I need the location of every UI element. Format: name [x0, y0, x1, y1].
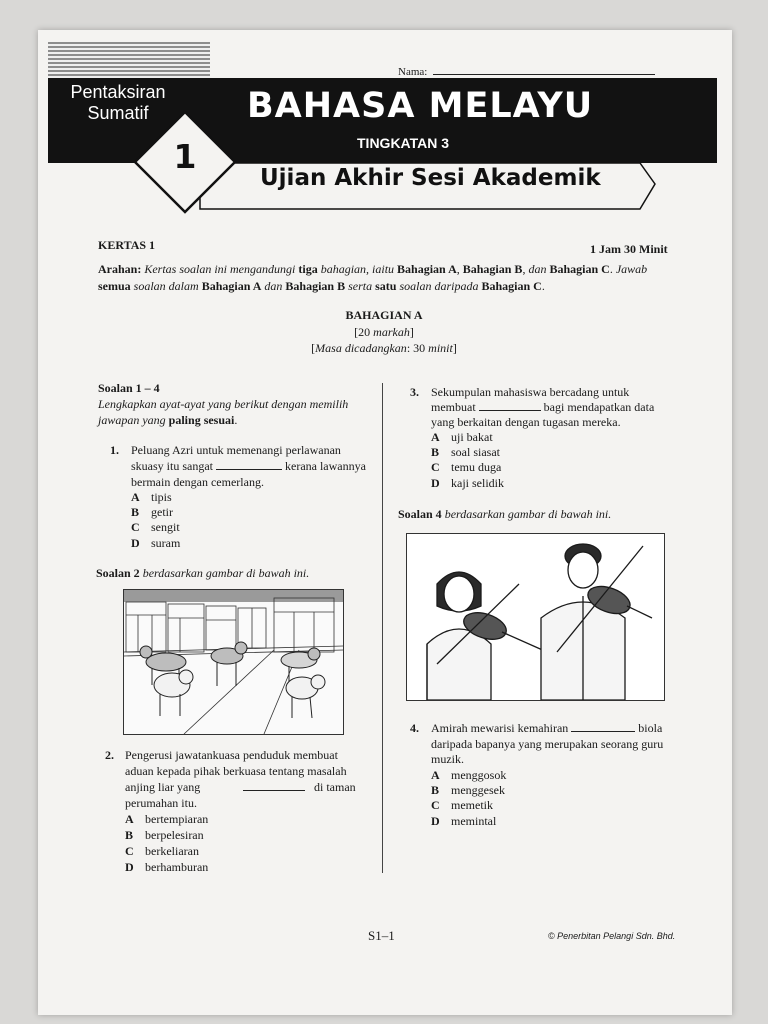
- kertas-label: KERTAS 1: [98, 238, 156, 252]
- soalan4-caption: Soalan 4 berdasarkan gambar di bawah ini.: [398, 507, 612, 521]
- q3-number: 3.: [410, 385, 419, 399]
- q2-blank: [243, 781, 305, 791]
- q3-blank: [479, 401, 541, 411]
- q1-option-c[interactable]: C sengit: [131, 520, 180, 534]
- q2-option-b[interactable]: B berpelesiran: [125, 828, 204, 842]
- instruction-line-2: jawapan yang paling sesuai.: [98, 413, 238, 427]
- q4-option-a[interactable]: A menggosok: [431, 768, 507, 782]
- q4-option-b[interactable]: B menggesek: [431, 783, 505, 797]
- subject-title: BAHASA MELAYU: [247, 86, 594, 126]
- q2-line-3: anjing liar yang: [125, 780, 201, 794]
- q1-line-2: skuasy itu sangat kerana lawannya: [131, 459, 366, 473]
- q2-line-1: Pengerusi jawatankuasa penduduk membuat: [125, 748, 338, 762]
- arahan-line-2: semua soalan dalam Bahagian A dan Bahagian B serta satu soalan daripada Bahagian C.: [98, 279, 545, 293]
- page-number: S1–1: [368, 928, 395, 943]
- q3-line-2: membuat bagi mendapatkan data: [431, 400, 655, 414]
- q1-line-3: bermain dengan cemerlang.: [131, 475, 264, 489]
- q4-line-3: muzik.: [431, 752, 464, 766]
- q2-option-a[interactable]: A bertempiaran: [125, 812, 209, 826]
- q3-option-c[interactable]: C temu duga: [431, 460, 502, 474]
- name-label: Nama:: [398, 66, 428, 78]
- section-title: BAHAGIAN A: [345, 308, 423, 322]
- q4-line-2: daripada bapanya yang merupakan seorang guru: [431, 737, 664, 751]
- q2-number: 2.: [105, 748, 114, 762]
- suggested-time: [Masa dicadangkan: 30 minit]: [311, 341, 457, 355]
- badge-line-2: Sumatif: [87, 103, 149, 123]
- q3-line-3: yang berkaitan dengan tugasan mereka.: [431, 415, 621, 429]
- q1-number: 1.: [110, 443, 119, 457]
- column-divider: [382, 383, 383, 873]
- q3-option-d[interactable]: D kaji selidik: [431, 476, 504, 490]
- instruction-line-1: Lengkapkan ayat-ayat yang berikut dengan memilih: [98, 397, 349, 411]
- q4-line-1: Amirah mewarisi kemahiran biola: [431, 721, 663, 735]
- stray-dogs-illustration: [123, 589, 344, 735]
- q1-line-1: Peluang Azri untuk memenangi perlawanan: [131, 443, 341, 457]
- q1-option-a[interactable]: A tipis: [131, 490, 172, 504]
- q4-option-c[interactable]: C memetik: [431, 798, 493, 812]
- form-level: TINGKATAN 3: [357, 135, 450, 151]
- q2-option-d[interactable]: D berhamburan: [125, 860, 209, 874]
- q2-line-3-end: di taman: [243, 780, 356, 795]
- badge-line-1: Pentaksiran: [70, 82, 166, 102]
- duration: 1 Jam 30 Minit: [590, 242, 668, 256]
- arahan-line-1: Arahan: Kertas soalan ini mengandungi tiga bahagian, iaitu Bahagian A, Bahagian B, dan Bahagian C. Jawab: [98, 262, 648, 276]
- violinists-illustration: [406, 533, 665, 701]
- copyright: © Penerbitan Pelangi Sdn. Bhd.: [548, 931, 676, 941]
- q2-option-c[interactable]: C berkeliaran: [125, 844, 199, 858]
- q4-option-d[interactable]: D memintal: [431, 814, 497, 828]
- exam-title: Ujian Akhir Sesi Akademik: [260, 165, 601, 191]
- badge-text: [48, 82, 188, 124]
- badge-number: 1: [173, 137, 197, 176]
- q2-line-2: aduan kepada pihak berkuasa tentang masalah: [125, 764, 347, 778]
- q3-option-a[interactable]: A uji bakat: [431, 430, 493, 444]
- q4-blank: [571, 722, 635, 732]
- soalan2-caption: Soalan 2 berdasarkan gambar di bawah ini.: [96, 566, 310, 580]
- q3-option-b[interactable]: B soal siasat: [431, 445, 500, 459]
- q1-blank: [216, 460, 282, 470]
- q3-line-1: Sekumpulan mahasiswa bercadang untuk: [431, 385, 630, 399]
- q1-option-d[interactable]: D suram: [131, 536, 181, 550]
- q4-number: 4.: [410, 721, 419, 735]
- q1-option-b[interactable]: B getir: [131, 505, 173, 519]
- soalan-heading: Soalan 1 – 4: [98, 381, 160, 395]
- section-marks: [20 markah]: [354, 325, 414, 339]
- q2-line-4: perumahan itu.: [125, 796, 197, 810]
